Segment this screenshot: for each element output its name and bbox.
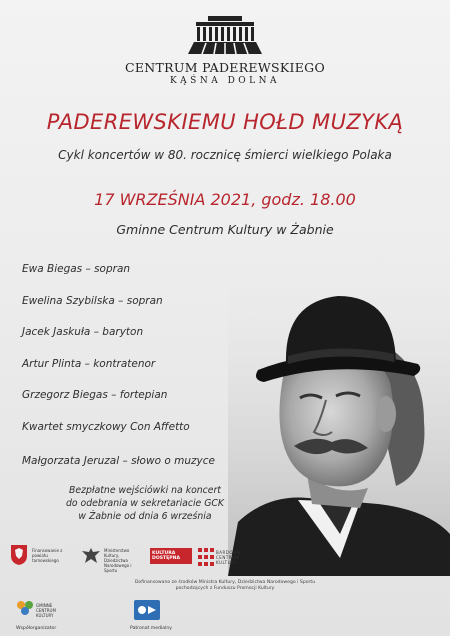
bardowe-text: BARDOWE CENTRUM KULTURY [216,550,241,565]
performer-6: Kwartet smyczkowy Con Affetto [22,421,190,433]
powiat-text: Finansowanie z powiatu tarnowskiego [32,548,63,563]
patron-label: Patronat medialny [130,626,172,631]
paderewski-portrait [228,272,450,576]
funding-note-line-1: Dofinansowano ze środków Ministra Kultury, Dziedzictwa Narodowego i Sportu [134,580,316,585]
gck-name: GMINNE CENTRUM KULTURY [36,603,56,618]
logo-name: CENTRUM PADEREWSKIEGO [124,60,325,75]
powiat-crest-icon [10,544,28,566]
palace-icon [188,14,262,58]
ticket-info-line-3: w Żabnie od dnia 6 września [78,511,212,522]
kultura-dostepna-logo [150,548,192,564]
kultura-dostepna-text: KULTURA DOSTĘPNA [152,551,181,561]
concert-venue: Gminne Centrum Kultury w Żabnie [116,222,334,237]
ticket-info [22,484,268,523]
media-patron-logo-icon [134,600,160,620]
concert-subtitle: Cykl koncertów w 80. rocznicę śmierci wielkiego Polaka [58,148,392,162]
performer-7: Małgorzata Jeruzal – słowo o muzyce [22,455,215,467]
logo-place: KĄŚNA DOLNA [169,76,281,86]
performer-4: Artur Plinta – kontratenor [22,358,156,370]
funding-note [0,580,450,592]
ticket-info-line-1: Bezpłatne wejściówki na koncert [69,485,221,496]
concert-title: PADEREWSKIEMU HOŁD MUZYKĄ [46,110,404,134]
ticket-info-line-2: do odebrania w sekretariacie GCK [65,498,225,509]
centrum-logo [0,14,450,86]
concert-date: 17 WRZEŚNIA 2021, godz. 18.00 [94,190,356,209]
performer-1: Ewa Biegas – sopran [22,263,131,275]
gck-logo-icon [16,600,34,616]
polish-eagle-icon [80,546,102,566]
performer-2: Ewelina Szybilska – sopran [22,295,163,307]
ministry-text: Ministerstwo Kultury, Dziedzictwa Narodowego i Sportu [104,548,132,573]
funding-note-line-2: pochodzących z Funduszu Promocji Kultury [175,586,275,591]
coorganizer-label: Współorganizator [16,626,57,631]
performer-3: Jacek Jaskuła – baryton [22,326,144,338]
performer-5: Grzegorz Biegas – fortepian [22,389,168,401]
bardowe-grid-icon [198,548,214,566]
